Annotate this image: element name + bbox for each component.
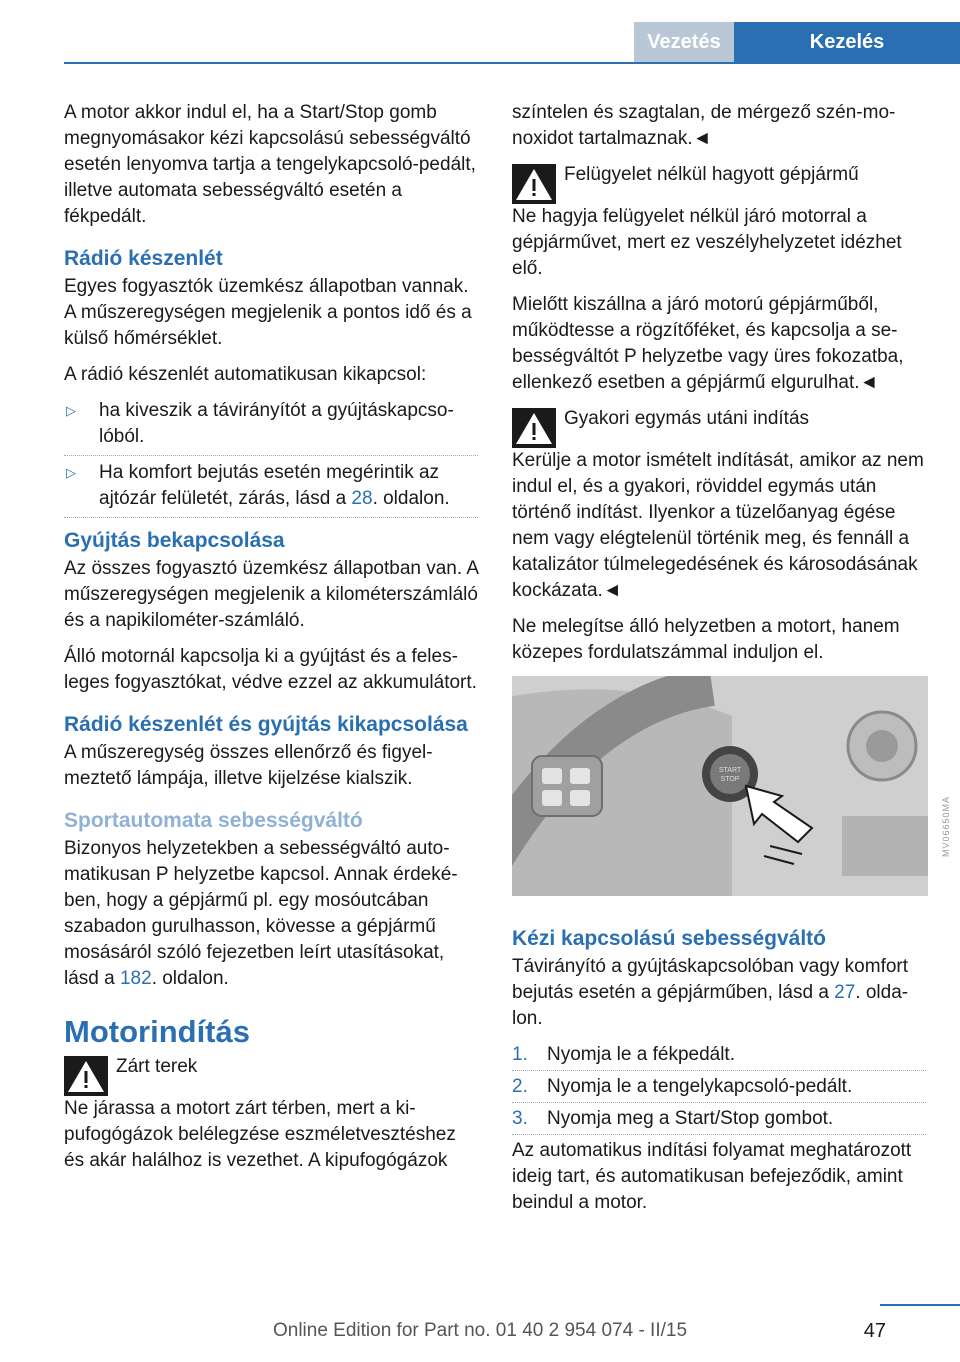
steering-wheel-illustration [512, 676, 928, 896]
list-item [512, 1042, 926, 1068]
page-number: 47 [863, 1320, 886, 1342]
step-text: Nyomja le a tengelykapcsoló-pedált. [547, 1076, 853, 1097]
footer-rule [880, 1304, 960, 1306]
page-link-27[interactable]: 27 [834, 982, 856, 1003]
step-text: Nyomja meg a Start/Stop gombot. [547, 1108, 834, 1129]
step-number: 3. [512, 1108, 528, 1129]
left-column [64, 100, 478, 1184]
heading-manual-gearbox: Kézi kapcsolású sebességváltó [512, 927, 826, 950]
warning-text: Ne járassa a motort zárt térben, mert a kipufogógázok belélegzése eszméletvesztéshez és akár halálhoz is vezethet. A kipufogógázok [64, 1098, 456, 1171]
header-tabs [634, 22, 960, 62]
page-link-28[interactable]: 28 [351, 488, 373, 509]
image-code: MV06650MA [941, 796, 951, 858]
right-column [512, 100, 951, 1226]
step-number: 2. [512, 1076, 528, 1097]
radio-ready-p2: A rádió készenlét automatikusan kikapcsol: [64, 364, 427, 385]
manual-gearbox-p2: Az automatikus indítási folyamat meghatározott ideig tart, és automatikusan befejeződik, amint beindul a motor. [512, 1140, 912, 1213]
intro-paragraph: A motor akkor indul el, ha a Start/Stop gomb megnyomásakor kézi kapcsolású sebességváltó esetén lenyomva tartja a tengelykapcsoló-pedált, illetve automata sebességváltó esetén a fékpedált. [64, 102, 476, 227]
unattended-p2: Mielőtt kiszállna a járó motorú gépjárműből, működtesse a rögzítőféket, és kapcsolja a sebességváltót P helyzetbe vagy üres fokozatba, ellenkező esetben a gépjármű elgurulhat.◄ [512, 294, 904, 393]
page-link-182[interactable]: 182 [119, 968, 152, 989]
warning-title: Felügyelet nélkül hagyott gépjármű [564, 164, 859, 185]
svg-text:STOP: STOP [720, 776, 740, 783]
warning-title: Gyakori egymás utáni indítás [564, 408, 810, 429]
triangle-bullet-icon: ▷ [66, 465, 76, 480]
tab-kezeles[interactable]: Kezelés [734, 22, 960, 62]
heading-engine-start: Motorindítás [64, 1014, 250, 1049]
list-item [64, 460, 478, 512]
radio-ready-list [64, 398, 478, 512]
footer-edition: Online Edition for Part no. 01 40 2 954 074 - II/15 [272, 1320, 688, 1341]
radio-ignition-off-p1: A műszeregység összes ellenőrző és figyelmeztető lámpája, illetve kijelzése kialszik. [64, 742, 433, 789]
list-item [512, 1106, 926, 1132]
heading-radio-ready: Rádió készenlét [64, 247, 223, 270]
warning-text: Ne hagyja felügyelet nélkül járó motorral a gépjárművet, mert ez veszélyhelyzetet idézhet elő. [512, 206, 902, 279]
continuation-paragraph: színtelen és szagtalan, de mérgező szén-monoxidot tartalmaznak.◄ [512, 102, 896, 149]
step-text: Nyomja le a fékpedált. [547, 1044, 735, 1065]
heading-ignition-on: Gyújtás bekapcsolása [64, 529, 285, 552]
start-stop-button-illustration [512, 676, 951, 896]
steps-list [512, 1042, 926, 1132]
list-item-text: ha kiveszik a távirányítót a gyújtáskapcsolóból. [99, 400, 454, 447]
warning-title: Zárt terek [116, 1056, 198, 1077]
ignition-on-p1: Az összes fogyasztó üzemkész állapotban van. A műszeregységen megjelenik a kilométerszámláló és a napikilométer-számláló. [64, 558, 479, 631]
warning-triangle-icon [64, 1056, 108, 1096]
warning-triangle-icon [512, 408, 556, 448]
triangle-bullet-icon: ▷ [66, 403, 76, 418]
warning-closed-spaces [64, 1054, 478, 1174]
warning-text: Kerülje a motor ismételt indítását, amikor az nem indul el, és a gyakori, röviddel egymás után történő indítást. Ilyenkor a tüzelőanyag égése nem vagy elégtelenül történik meg, és fennáll a katalizátor túlmelegedésének és károsodásának kockázata.◄ [512, 450, 924, 601]
list-item-text: Ha komfort bejutás esetén megérintik az ajtózár felületét, zárás, lásd a 28. oldalon. [99, 462, 450, 509]
ignition-on-p2: Álló motornál kapcsolja ki a gyújtást és a felesleges fogyasztókat, védve ezzel az akkumulátort. [64, 646, 477, 693]
sport-auto-p1: Bizonyos helyzetekben a sebességváltó automatikusan P helyzetbe kapcsol. Annak érdekében, hogy a gépjármű pl. egy mosóutcában szabadon gurulhasson, kövesse a gépjármű mosásáról szóló fejezetben leírt utasításokat, lásd a 182. oldalon. [64, 838, 458, 989]
heading-sport-auto: Sportautomata sebességváltó [64, 809, 363, 832]
warning-frequent-start [512, 406, 926, 604]
tab-vezetes[interactable]: Vezetés [634, 22, 734, 62]
idle-paragraph: Ne melegítse álló helyzetben a motort, hanem közepes fordulatszámmal induljon el. [512, 616, 900, 663]
list-item [64, 398, 478, 450]
step-number: 1. [512, 1044, 528, 1065]
svg-text:START: START [718, 767, 742, 774]
heading-radio-ignition-off: Rádió készenlét és gyújtás kikapcsolása [64, 713, 468, 736]
header-rule [64, 62, 960, 64]
radio-ready-p1: Egyes fogyasztók üzemkész állapotban vannak. A műszeregységen megjelenik a pontos idő és a külső hőmérséklet. [64, 276, 472, 349]
list-item [512, 1074, 926, 1100]
warning-unattended [512, 162, 926, 282]
warning-triangle-icon [512, 164, 556, 204]
manual-gearbox-p1: Távirányító a gyújtáskapcsolóban vagy komfort bejutás esetén a gépjárműben, lásd a 27. oldalon. [512, 956, 909, 1029]
